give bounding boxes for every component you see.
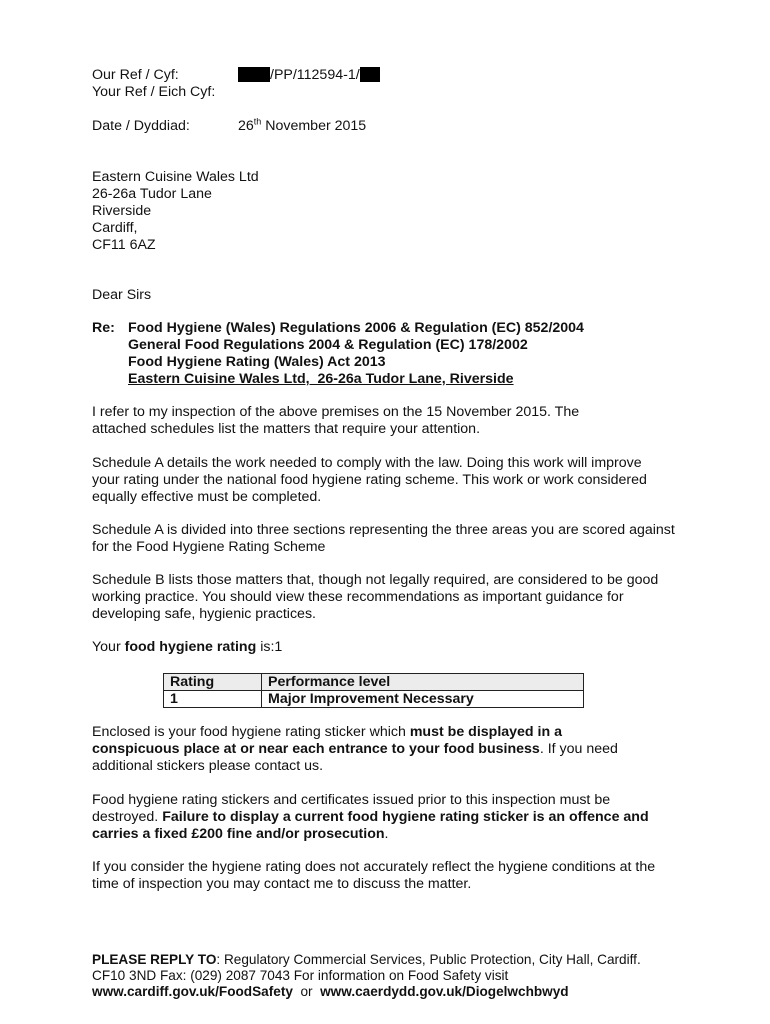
paragraph-schedule-a: Schedule A details the work needed to comply with the law. Doing this work will improve your rating under the national food hygiene rating scheme. This work or work considered equally effective must be completed. bbox=[92, 455, 647, 505]
footer-link-caerdydd[interactable]: www.caerdydd.gov.uk/Diogelwchbwyd bbox=[320, 984, 569, 999]
re-line: Food Hygiene (Wales) Regulations 2006 & Regulation (EC) 852/2004 bbox=[128, 320, 584, 336]
footer-reply bbox=[92, 952, 732, 1000]
table-cell-performance: Major Improvement Necessary bbox=[262, 691, 584, 708]
re-line: Food Hygiene Rating (Wales) Act 2013 bbox=[128, 354, 386, 370]
date-label: Date / Dyddiad: bbox=[92, 118, 190, 134]
paragraph-sticker bbox=[92, 724, 647, 775]
re-prefix: Re: bbox=[92, 320, 115, 336]
footer-contact: CF10 3ND Fax: (029) 2087 7043 For information on Food Safety visit bbox=[92, 968, 509, 983]
footer-or: or bbox=[292, 984, 321, 999]
table-header-cell: Performance level bbox=[262, 674, 584, 691]
rating-text-post: is:1 bbox=[256, 639, 283, 655]
recipient-address bbox=[92, 169, 259, 254]
salutation: Dear Sirs bbox=[92, 287, 152, 303]
table-row bbox=[164, 691, 584, 708]
address-line: Riverside bbox=[92, 203, 152, 219]
destroy-text-bold: Failure to display a current food hygiene rating sticker is an offence and carries a fixed £200 fine and/or prosecution bbox=[92, 809, 649, 842]
footer-label: PLEASE REPLY TO bbox=[92, 952, 217, 967]
date-value bbox=[238, 118, 366, 135]
address-line: Cardiff, bbox=[92, 220, 138, 236]
rating-text-pre: Your bbox=[92, 639, 125, 655]
sticker-text-bold: must be displayed in a conspicuous place at or near each entrance to your food business bbox=[92, 724, 562, 757]
paragraph-rating bbox=[92, 639, 652, 656]
paragraph-schedule-a-sections: Schedule A is divided into three sections representing the three areas you are scored against for the Food Hygiene Rating Scheme bbox=[92, 522, 675, 555]
redaction-block bbox=[360, 67, 380, 82]
footer-address: : Regulatory Commercial Services, Public Protection, City Hall, Cardiff. bbox=[216, 952, 641, 967]
rating-table bbox=[163, 673, 584, 708]
paragraph-inspection: I refer to my inspection of the above premises on the 15 November 2015. The attached schedules list the matters that require your attention. bbox=[92, 404, 580, 437]
re-line: General Food Regulations 2004 & Regulation (EC) 178/2002 bbox=[128, 337, 528, 353]
date-rest: November 2015 bbox=[261, 118, 367, 134]
redaction-block bbox=[238, 67, 270, 82]
re-subject bbox=[128, 320, 584, 388]
address-line: 26-26a Tudor Lane bbox=[92, 186, 212, 202]
your-ref-label: Your Ref / Eich Cyf: bbox=[92, 84, 216, 100]
footer-link-cardiff[interactable]: www.cardiff.gov.uk/FoodSafety bbox=[92, 984, 293, 999]
address-line: Eastern Cuisine Wales Ltd bbox=[92, 169, 259, 185]
date-day: 26 bbox=[238, 118, 254, 134]
destroy-text-pre: Food hygiene rating stickers and certificates issued prior to this inspection must be destroyed. bbox=[92, 792, 611, 825]
rating-text-bold: food hygiene rating bbox=[124, 639, 257, 655]
address-line: CF11 6AZ bbox=[92, 237, 156, 253]
paragraph-contact: If you consider the hygiene rating does not accurately reflect the hygiene conditions at the time of inspection you may contact me to discuss the matter. bbox=[92, 859, 656, 892]
re-premises-line: Eastern Cuisine Wales Ltd, 26-26a Tudor Lane, Riverside bbox=[128, 371, 514, 387]
sticker-text-post: . If you need additional stickers please contact us. bbox=[92, 741, 618, 774]
table-header-row bbox=[164, 674, 584, 691]
sticker-text-pre: Enclosed is your food hygiene rating sticker which bbox=[92, 724, 410, 740]
our-ref-number: /PP/112594-1/ bbox=[270, 67, 360, 83]
paragraph-schedule-b: Schedule B lists those matters that, though not legally required, are considered to be good working practice. You should view these recommendations as important guidance for developing safe, hygienic practices. bbox=[92, 572, 659, 622]
paragraph-destroy bbox=[92, 792, 652, 843]
our-ref-value bbox=[238, 67, 380, 84]
table-cell-rating: 1 bbox=[164, 691, 262, 708]
table-header-cell: Rating bbox=[164, 674, 262, 691]
date-suffix: th bbox=[253, 116, 262, 127]
our-ref-label: Our Ref / Cyf: bbox=[92, 67, 179, 83]
destroy-text-post: . bbox=[384, 826, 389, 842]
